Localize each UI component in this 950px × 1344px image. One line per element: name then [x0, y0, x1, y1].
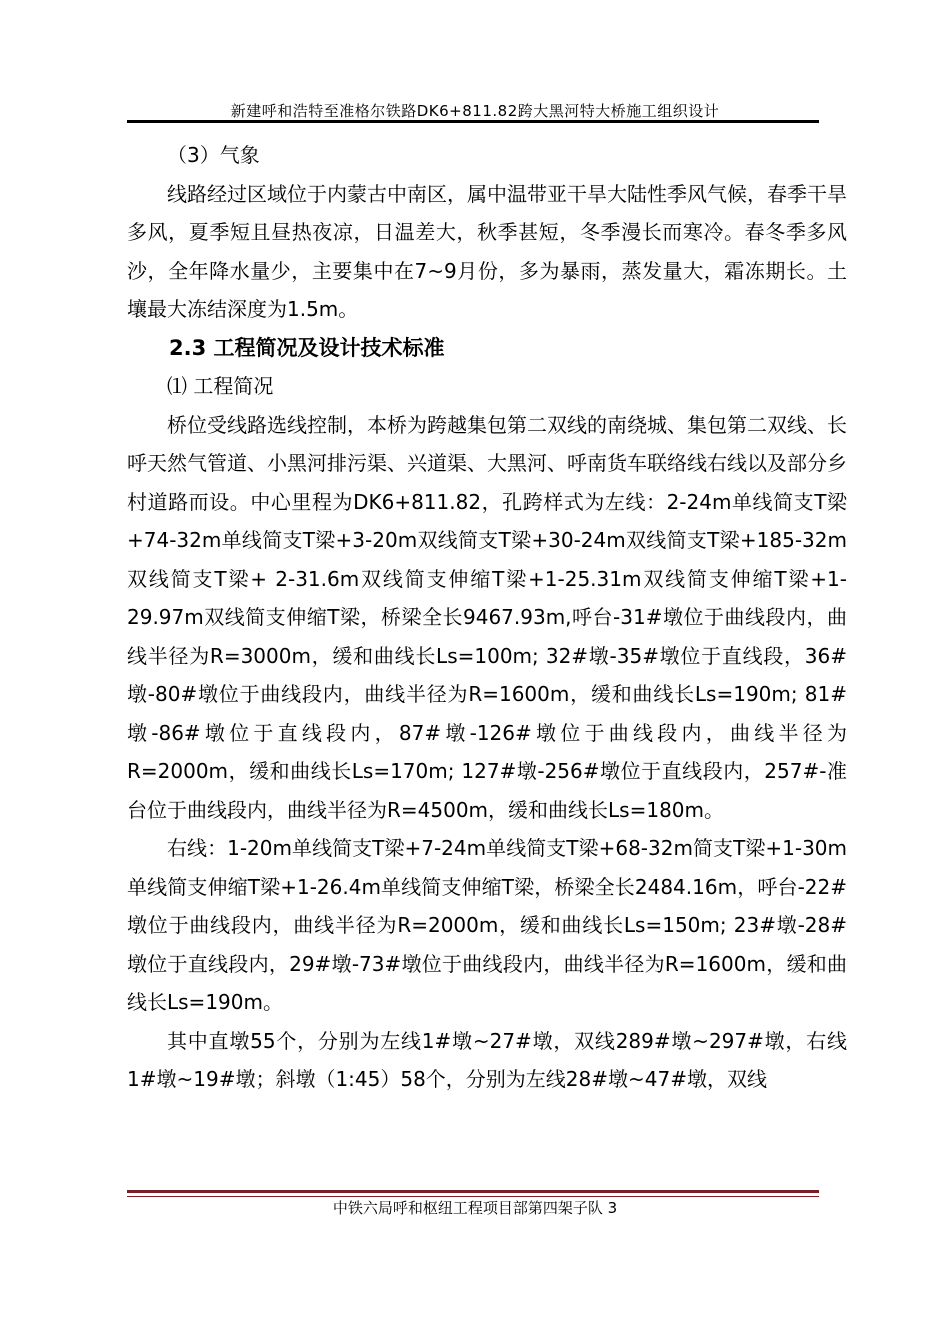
paragraph-piers: 其中直墩55个，分别为左线1#墩~27#墩，双线289#墩~297#墩，右线1#墩~19#墩；斜墩（1:45）58个，分别为左线28#墩~47#墩，双线: [127, 1028, 847, 1091]
page-header: 新建呼和浩特至准格尔铁路DK6+811.82跨大黑河特大桥施工组织设计: [230, 102, 720, 120]
subheading-climate: （3）气象: [167, 143, 260, 167]
section-heading: 2.3 工程简况及设计技术标准: [169, 335, 445, 360]
document-body: [127, 136, 847, 1099]
paragraph-climate: 线路经过区域位于内蒙古中南区，属中温带亚干旱大陆性季风气候，春季干旱多风，夏季短且昼热夜凉，日温差大，秋季甚短，冬季漫长而寒冷。春冬季多风沙，全年降水量少，主要集中在7~9月份，多为暴雨，蒸发量大，霜冻期长。土壤最大冻结深度为1.5m。: [127, 181, 847, 321]
subheading-overview: ⑴ 工程简况: [167, 374, 274, 398]
paragraph-right-line: 右线：1-20m单线简支T梁+7-24m单线简支T梁+68-32m简支T梁+1-30m单线简支伸缩T梁+1-26.4m单线简支伸缩T梁，桥梁全长2484.16m，呼台-22#墩位于曲线段内，曲线半径为R=2000m，缓和曲线长Ls=150m; 23#墩-28#墩位于直线段内，29#墩-73#墩位于曲线段内，曲线半径为R=1600m，缓和曲线长Ls=190m。: [127, 836, 847, 1014]
footer-divider-thick: [127, 1190, 819, 1193]
paragraph-left-line: 桥位受线路选线控制，本桥为跨越集包第二双线的南绕城、集包第二双线、长呼天然气管道、小黑河排污渠、兴道渠、大黑河、呼南货车联络线右线以及部分乡村道路而设。中心里程为DK6+811.82，孔跨样式为左线：2-24m单线简支T梁+74-32m单线简支T梁+3-20m双线简支T梁+30-24m双线简支T梁+185-32m双线简支T梁+ 2-31.6m双线简支伸缩T梁+1-25.31m双线简支伸缩T梁+1-29.97m双线简支伸缩T梁，桥梁全长9467.93m,呼台-31#墩位于曲线段内，曲线半径为R=3000m，缓和曲线长Ls=100m; 32#墩-35#墩位于直线段，36#墩-80#墩位于曲线段内，曲线半径为R=1600m，缓和曲线长Ls=190m; 81#墩-86#墩位于直线段内，87#墩-126#墩位于曲线段内，曲线半径为R=2000m，缓和曲线长Ls=170m; 127#墩-256#墩位于直线段内，257#-准台位于曲线段内，曲线半径为R=4500m，缓和曲线长Ls=180m。: [127, 412, 847, 822]
header-divider: [127, 120, 819, 123]
page-footer: 中铁六局呼和枢纽工程项目部第四架子队 3: [332, 1199, 618, 1217]
